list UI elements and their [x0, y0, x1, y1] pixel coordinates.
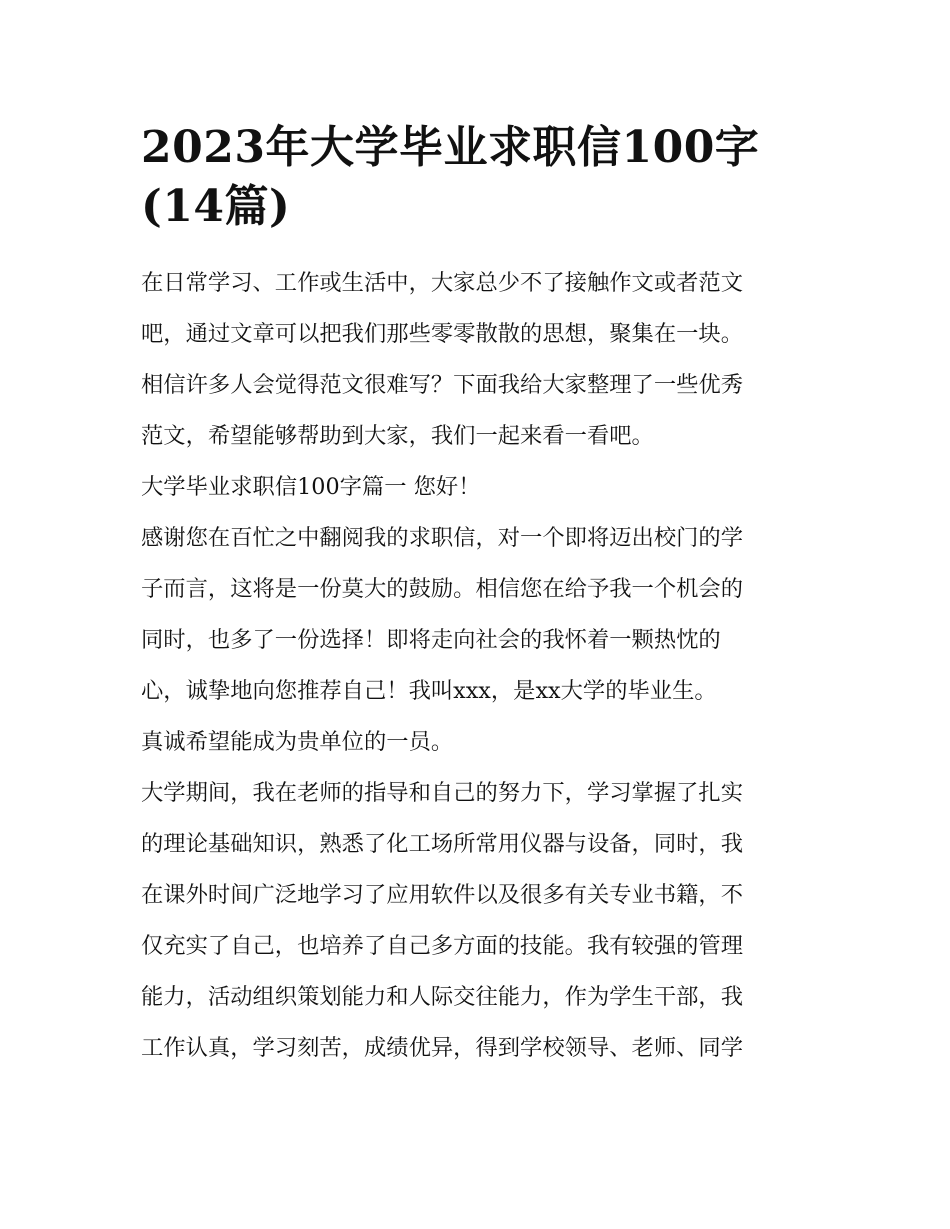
body-line: 同时，也多了一份选择！即将走向社会的我怀着一颗热忱的 [141, 627, 721, 653]
body-line: 大学期间，我在老师的指导和自己的努力下，学习掌握了扎实 [141, 780, 744, 806]
body-line: 在课外时间广泛地学习了应用软件以及很多有关专业书籍，不 [141, 882, 744, 908]
body-line: 吧，通过文章可以把我们那些零零散散的思想，聚集在一块。 [141, 321, 744, 347]
body-line: 子而言，这将是一份莫大的鼓励。相信您在给予我一个机会的 [141, 576, 744, 602]
body-line: 的理论基础知识，熟悉了化工场所常用仪器与设备，同时，我 [141, 831, 744, 857]
body-line: 相信许多人会觉得范文很难写？下面我给大家整理了一些优秀 [141, 372, 744, 398]
body-line: 在日常学习、工作或生活中，大家总少不了接触作文或者范文 [141, 270, 744, 296]
body-line: 真诚希望能成为贵单位的一员。 [141, 729, 454, 755]
section-heading: 大学毕业求职信100字篇一 您好！ [141, 474, 481, 500]
document-body [141, 258, 813, 1074]
body-line: 仅充实了自己，也培养了自己多方面的技能。我有较强的管理 [141, 933, 744, 959]
title-line-1: 2023年大学毕业求职信100字 [141, 122, 760, 173]
body-line: 感谢您在百忙之中翻阅我的求职信，对一个即将迈出校门的学 [141, 525, 744, 551]
body-line: 能力，活动组织策划能力和人际交往能力，作为学生干部，我 [141, 984, 744, 1010]
document-title [141, 118, 813, 236]
document-page [141, 118, 813, 1074]
title-line-2: (14篇) [141, 181, 291, 232]
body-line: 范文，希望能够帮助到大家，我们一起来看一看吧。 [141, 423, 654, 449]
body-line: 工作认真，学习刻苦，成绩优异，得到学校领导、老师、同学 [141, 1035, 744, 1061]
body-line: 心，诚挚地向您推荐自己！我叫xxx，是xx大学的毕业生。 [141, 678, 717, 704]
